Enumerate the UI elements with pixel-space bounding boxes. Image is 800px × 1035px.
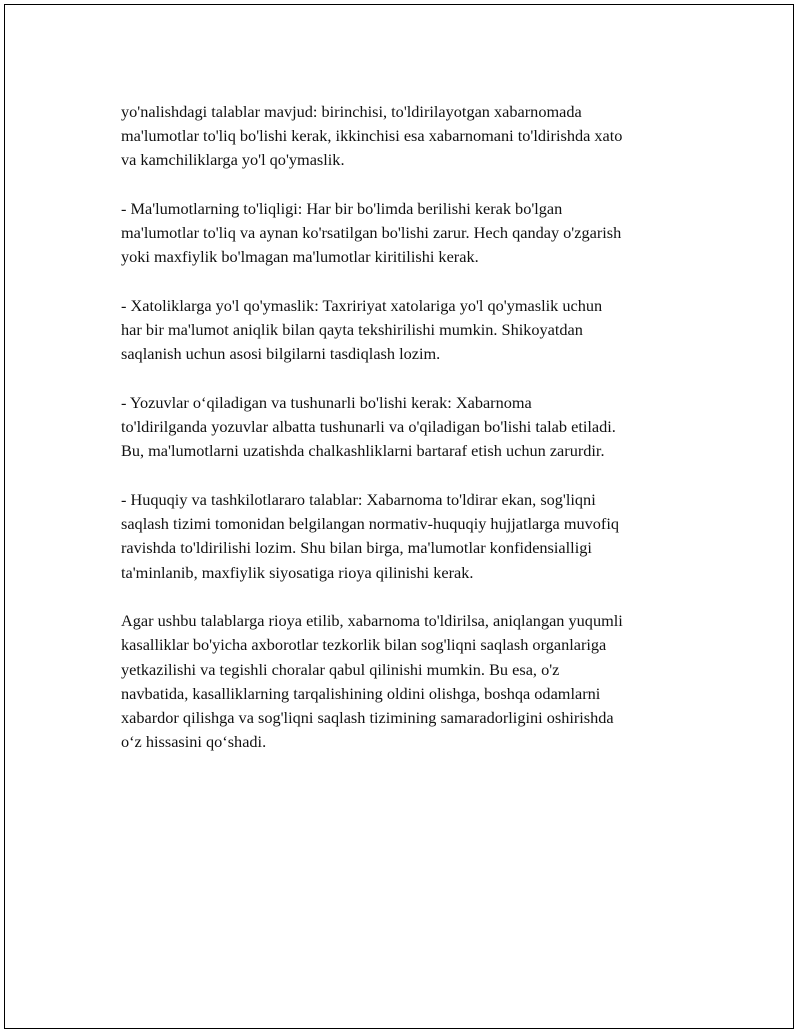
text-line: Agar ushbu talablarga rioya etilib, xabarnoma to'ldirilsa, aniqlangan yuqumli bbox=[121, 611, 623, 631]
text-line: va kamchiliklarga yo'l qo'ymaslik. bbox=[121, 150, 345, 170]
text-line: ta'minlanib, maxfiylik siyosatiga rioya qilinishi kerak. bbox=[121, 562, 474, 582]
text-line: ma'lumotlar to'liq va aynan ko'rsatilgan bo'lishi zarur. Hech qanday o'zgarish bbox=[121, 223, 622, 243]
text-line: navbatida, kasalliklarning tarqalishining oldini olishga, boshqa odamlarni bbox=[121, 683, 601, 703]
text-line: o‘z hissasini qo‘shadi. bbox=[121, 732, 267, 752]
paragraph-legal-requirements bbox=[121, 488, 699, 585]
text-line: saqlash tizimi tomonidan belgilangan normativ-huquqiy hujjatlarga muvofiq bbox=[121, 514, 619, 534]
paragraph-error-avoidance bbox=[121, 294, 699, 367]
paragraph-completeness bbox=[121, 197, 699, 270]
text-line: ma'lumotlar to'liq bo'lishi kerak, ikkinchisi esa xabarnomani to'ldirishda xato bbox=[121, 126, 623, 146]
paragraph-intro bbox=[121, 100, 699, 173]
paragraph-conclusion bbox=[121, 609, 699, 754]
text-line: - Yozuvlar o‘qiladigan va tushunarli bo'lishi kerak: Xabarnoma bbox=[121, 393, 532, 412]
text-line: kasalliklar bo'yicha axborotlar tezkorlik bilan sog'liqni saqlash organlariga bbox=[121, 635, 607, 655]
text-line: yoki maxfiylik bo'lmagan ma'lumotlar kiritilishi kerak. bbox=[121, 247, 479, 267]
text-line: - Ma'lumotlarning to'liqligi: Har bir bo'limda berilishi kerak bo'lgan bbox=[121, 199, 563, 218]
text-line: - Xatoliklarga yo'l qo'ymaslik: Taxririyat xatolariga yo'l qo'ymaslik uchun bbox=[121, 296, 603, 315]
text-line: Bu, ma'lumotlarni uzatishda chalkashliklarni bartaraf etish uchun zarurdir. bbox=[121, 441, 605, 461]
text-line: saqlanish uchun asosi bilgilarni tasdiqlash lozim. bbox=[121, 344, 441, 364]
text-line: xabardor qilishga va sog'liqni saqlash tizimining samaradorligini oshirishda bbox=[121, 708, 614, 728]
text-line: har bir ma'lumot aniqlik bilan qayta tekshirilishi mumkin. Shikoyatdan bbox=[121, 320, 583, 340]
text-line: - Huquqiy va tashkilotlararo talablar: Xabarnoma to'ldirar ekan, sog'liqni bbox=[121, 490, 596, 509]
text-line: ravishda to'ldirilishi lozim. Shu bilan birga, ma'lumotlar konfidensialligi bbox=[121, 538, 592, 558]
document-body bbox=[121, 100, 699, 779]
text-line: to'ldirilganda yozuvlar albatta tushunarli va o'qiladigan bo'lishi talab etiladi. bbox=[121, 417, 616, 437]
text-line: yetkazilishi va tegishli choralar qabul qilinishi mumkin. Bu esa, o'z bbox=[121, 659, 560, 679]
page-frame bbox=[4, 4, 794, 1029]
paragraph-legibility bbox=[121, 391, 699, 464]
text-line: yo'nalishdagi talablar mavjud: birinchisi, to'ldirilayotgan xabarnomada bbox=[121, 102, 582, 121]
